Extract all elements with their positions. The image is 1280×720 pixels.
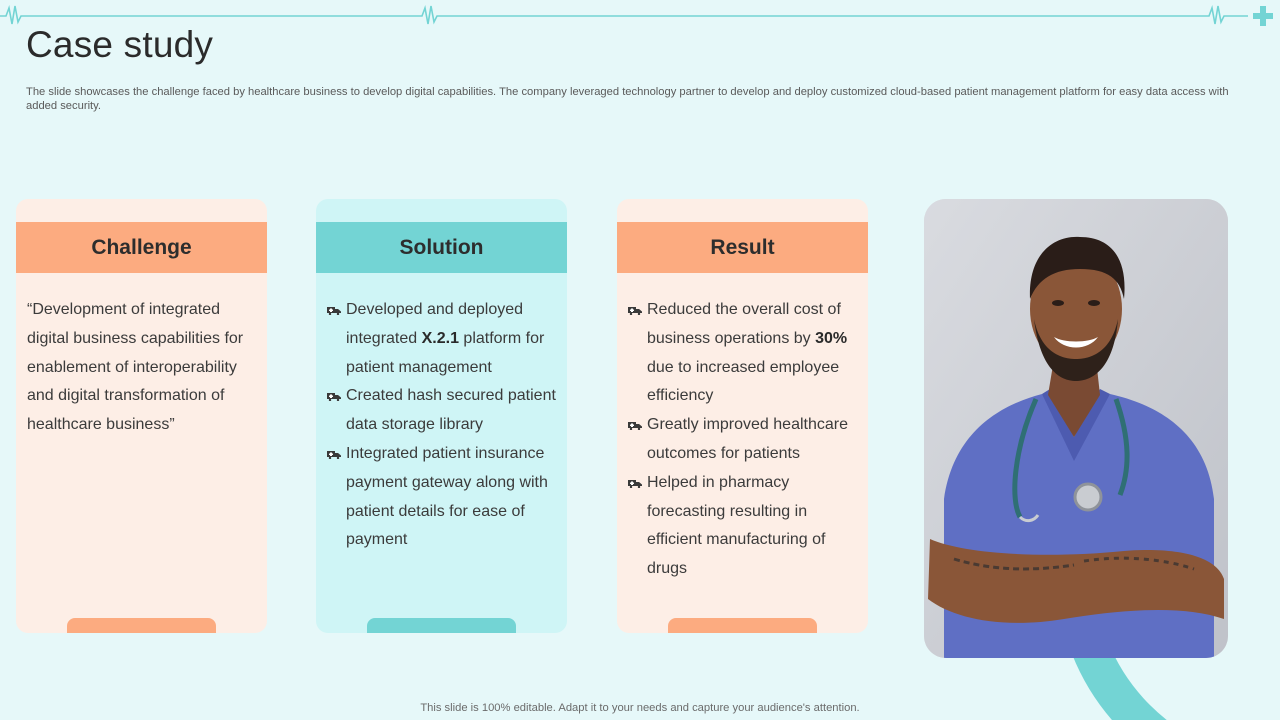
solution-card-title: Solution: [316, 222, 567, 273]
challenge-card-title: Challenge: [16, 222, 267, 273]
list-item-text: platform for patient management: [346, 329, 545, 376]
list-item-highlight: X.2.1: [421, 329, 459, 347]
list-item-text: Developed and deployed integrated: [346, 301, 524, 347]
ambulance-icon: [628, 306, 642, 315]
page-title: Case study: [26, 24, 214, 65]
list-item: [327, 296, 559, 382]
ambulance-icon: [628, 479, 642, 488]
medical-plus-icon: [1253, 6, 1273, 26]
challenge-quote: “Development of integrated digital business capabilities for enablement of interoperability and digital transformation of healthcare business”: [27, 301, 244, 434]
solution-card-body: [327, 296, 559, 555]
list-item-highlight: 30%: [815, 329, 848, 347]
solution-card: [316, 199, 567, 633]
challenge-card-body: [27, 296, 259, 440]
list-item: [327, 382, 559, 440]
list-item: [327, 440, 559, 555]
list-item-text: Helped in pharmacy forecasting resulting in efficient manufacturing of drugs: [647, 473, 826, 578]
ambulance-icon: [327, 306, 341, 315]
list-item-text: Greatly improved healthcare outcomes for patients: [647, 416, 848, 462]
card-bottom-tab: [67, 618, 216, 633]
result-card-body: [628, 296, 860, 584]
list-item-text: Reduced the overall cost of business operations by: [647, 301, 841, 347]
list-item: [628, 411, 860, 469]
page-subtitle: The slide showcases the challenge faced by healthcare business to develop digital capabilities. The company leveraged technology partner to develop and deploy customized cloud-based patient management platform for easy data access with added security.: [26, 86, 1229, 112]
list-item: [628, 296, 860, 411]
ambulance-icon: [628, 421, 642, 430]
card-bottom-tab: [367, 618, 516, 633]
result-card-title: Result: [617, 222, 868, 273]
challenge-card: [16, 199, 267, 633]
list-item: [628, 469, 860, 584]
card-bottom-tab: [668, 618, 817, 633]
list-item-text: Integrated patient insurance payment gateway along with patient details for ease of payment: [346, 444, 548, 549]
doctor-illustration: [924, 199, 1228, 658]
doctor-photo: [924, 199, 1228, 658]
result-card: [617, 199, 868, 633]
ambulance-icon: [327, 450, 341, 459]
list-item-text: due to increased employee efficiency: [647, 358, 840, 405]
list-item-text: Created hash secured patient data storage library: [346, 387, 556, 434]
ambulance-icon: [327, 392, 341, 401]
footer-note: This slide is 100% editable. Adapt it to your needs and capture your audience's attention.: [420, 702, 860, 714]
